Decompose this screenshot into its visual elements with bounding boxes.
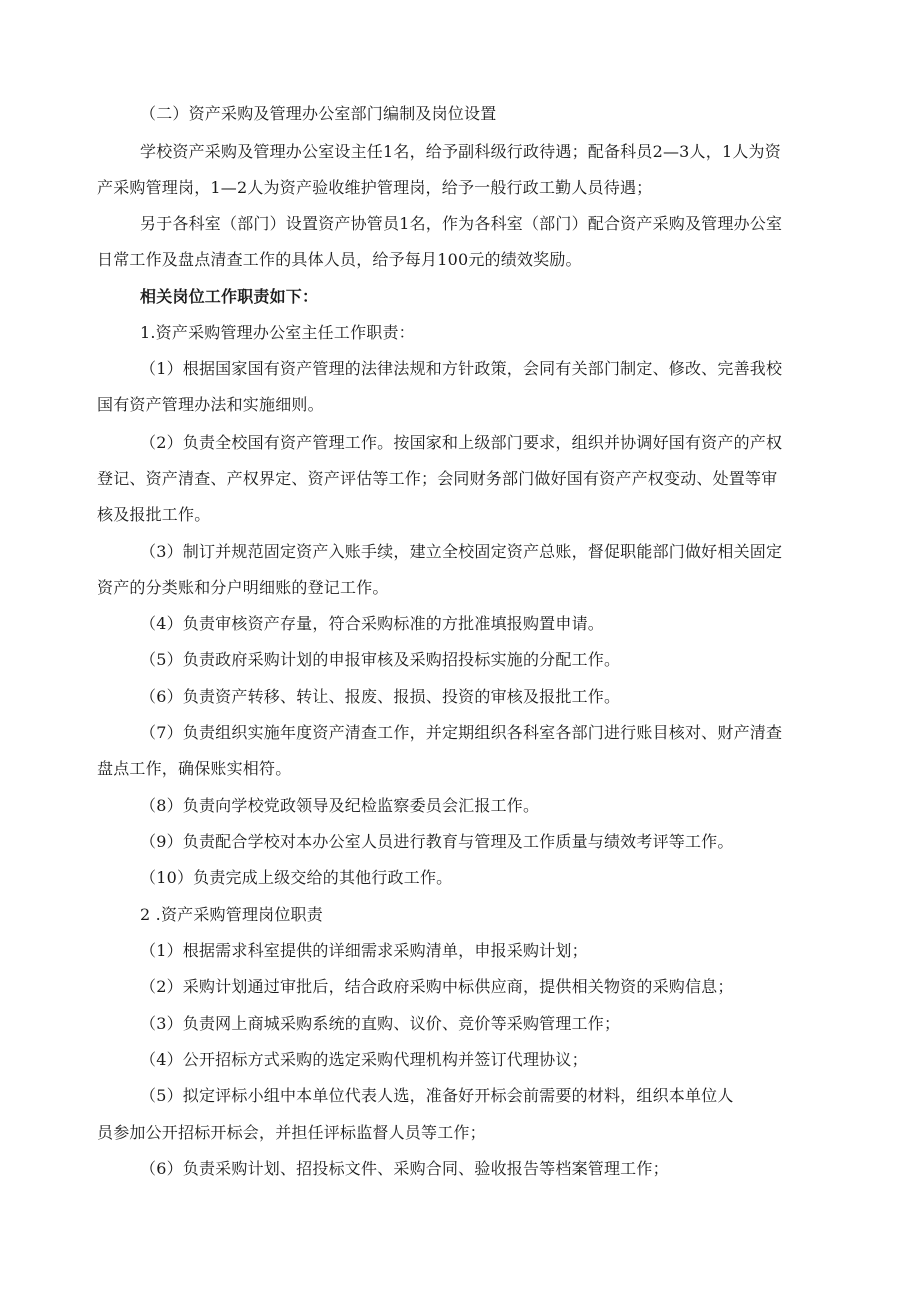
coordinator-paragraph-line: 另于各科室（部门）设置资产协管员1名，作为各科室（部门）配合资产采购及管理办公室 bbox=[140, 214, 783, 233]
procurement-item-1: （1）根据需求科室提供的详细需求采购清单，申报采购计划； bbox=[140, 941, 588, 960]
procurement-item-3: （3）负责网上商城采购系统的直购、议价、竞价等采购管理工作； bbox=[140, 1014, 621, 1033]
director-item-10: （10）负责完成上级交给的其他行政工作。 bbox=[140, 868, 453, 887]
director-item-8: （8）负责向学校党政领导及纪检监察委员会汇报工作。 bbox=[140, 796, 540, 815]
director-item-3-line: （3）制订并规范固定资产入账手续，建立全校固定资产总账，督促职能部门做好相关固定 bbox=[140, 542, 783, 561]
director-item-6: （6）负责资产转移、转让、报废、报损、投资的审核及报批工作。 bbox=[140, 687, 621, 706]
director-item-2-line: （2）负责全校国有资产管理工作。按国家和上级部门要求，组织并协调好国有资产的产权 bbox=[140, 433, 783, 452]
procurement-duties-title: 2 .资产采购管理岗位职责 bbox=[140, 905, 323, 924]
duties-heading: 相关岗位工作职责如下： bbox=[140, 287, 319, 306]
director-duties-title: 1.资产采购管理办公室主任工作职责： bbox=[140, 323, 415, 342]
staffing-paragraph-line: 产采购管理岗，1—2人为资产验收维护管理岗，给予一般行政工勤人员待遇； bbox=[97, 178, 653, 197]
coordinator-paragraph-line: 日常工作及盘点清查工作的具体人员，给予每月100元的绩效奖励。 bbox=[97, 250, 582, 269]
staffing-paragraph-line: 学校资产采购及管理办公室设主任1名，给予副科级行政待遇；配备科员2—3人，1人为资 bbox=[140, 142, 781, 161]
section-heading: （二）资产采购及管理办公室部门编制及岗位设置 bbox=[140, 104, 497, 123]
director-item-7-line: （7）负责组织实施年度资产清查工作，并定期组织各科室各部门进行账目核对、财产清查 bbox=[140, 723, 783, 742]
procurement-item-5-line: 员参加公开招标开标会，并担任评标监督人员等工作； bbox=[97, 1123, 486, 1142]
director-item-5: （5）负责政府采购计划的申报审核及采购招投标实施的分配工作。 bbox=[140, 650, 621, 669]
procurement-item-2: （2）采购计划通过审批后，结合政府采购中标供应商，提供相关物资的采购信息； bbox=[140, 977, 734, 996]
director-item-2-line: 登记、资产清查、产权界定、资产评估等工作；会同财务部门做好国有资产产权变动、处置等审 bbox=[97, 469, 778, 488]
director-item-3-line: 资产的分类账和分户明细账的登记工作。 bbox=[97, 578, 389, 597]
procurement-item-5-line: （5）拟定评标小组中本单位代表人选，准备好开标会前需要的材料，组织本单位人 bbox=[140, 1086, 734, 1105]
director-item-9: （9）负责配合学校对本办公室人员进行教育与管理及工作质量与绩效考评等工作。 bbox=[140, 832, 734, 851]
director-item-1-line: （1）根据国家国有资产管理的法律法规和方针政策，会同有关部门制定、修改、完善我校 bbox=[140, 359, 783, 378]
director-item-2-line: 核及报批工作。 bbox=[97, 505, 211, 524]
director-item-7-line: 盘点工作，确保账实相符。 bbox=[97, 759, 292, 778]
procurement-item-6: （6）负责采购计划、招投标文件、采购合同、验收报告等档案管理工作； bbox=[140, 1159, 669, 1178]
director-item-4: （4）负责审核资产存量，符合采购标准的方批准填报购置申请。 bbox=[140, 614, 604, 633]
director-item-1-line: 国有资产管理办法和实施细则。 bbox=[97, 395, 324, 414]
procurement-item-4: （4）公开招标方式采购的选定采购代理机构并签订代理协议； bbox=[140, 1050, 588, 1069]
